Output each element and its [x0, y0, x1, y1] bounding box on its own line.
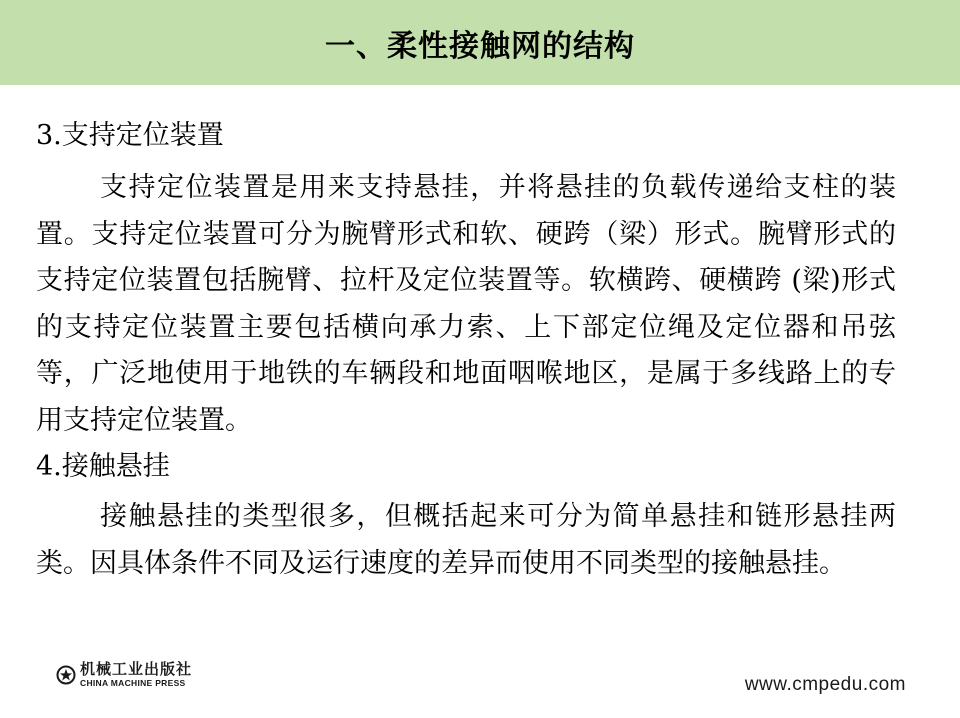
publisher-emblem-icon [56, 665, 76, 685]
title-bar [0, 0, 960, 85]
publisher-logo [56, 662, 192, 688]
website-url: www.cmpedu.com [744, 674, 906, 695]
publisher-name-en: CHINA MACHINE PRESS [80, 678, 186, 688]
content-area [36, 113, 896, 587]
section-4-heading: 4.接触悬挂 [36, 451, 170, 482]
page-title: 一、柔性接触网的结构 [325, 28, 635, 64]
section-3-paragraph: 支持定位装置是用来支持悬挂，并将悬挂的负载传递给支柱的装置。支持定位装置可分为腕臂形式和软、硬跨（梁）形式。腕臂形式的支持定位装置包括腕臂、拉杆及定位装置等。软横跨、硬横跨 (梁)形式的支持定位装置主要包括横向承力索、上下部定位绳及定位器和吊弦等，广泛地使用于地铁的车辆段和地面咽喉地区，是属于多线路上的专用支持定位装置。 [36, 172, 896, 436]
section-4-paragraph: 接触悬挂的类型很多，但概括起来可分为简单悬挂和链形悬挂两类。因具体条件不同及运行速度的差异而使用不同类型的接触悬挂。 [36, 501, 896, 579]
section-3-heading: 3.支持定位装置 [36, 120, 224, 151]
publisher-name-cn: 机械工业出版社 [80, 660, 193, 678]
